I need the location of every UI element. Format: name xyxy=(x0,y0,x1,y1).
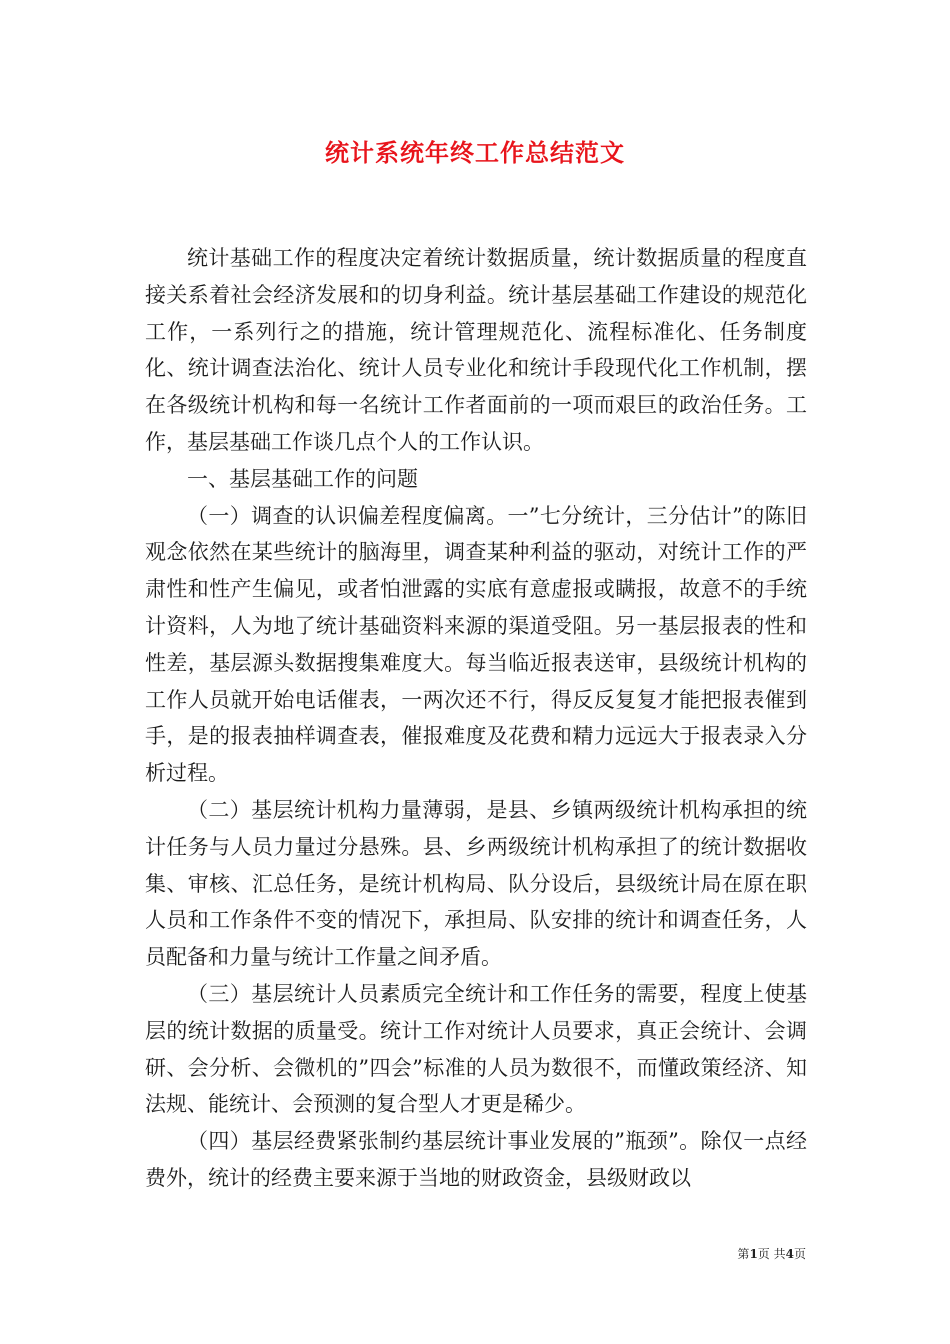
page-footer xyxy=(737,1245,806,1262)
paragraph-item-4: （四）基层经费紧张制约基层统计事业发展的”瓶颈”。除仅一点经费外，统计的经费主要来源于当地的财政资金，县级财政以 xyxy=(145,1129,807,1190)
footer-middle: 页 共 xyxy=(757,1247,786,1261)
paragraph-item-2: （二）基层统计机构力量薄弱，是县、乡镇两级统计机构承担的统计任务与人员力量过分悬殊。县、乡两级统计机构承担了的统计数据收集、审核、汇总任务，是统计机构局、队分设后，县级统计局在原在职人员和工作条件不变的情况下，承担局、队安排的统计和调查任务，人员配备和力量与统计工作量之间矛盾。 xyxy=(145,797,807,970)
paragraph-item-3: （三）基层统计人员素质完全统计和工作任务的需要，程度上使基层的统计数据的质量受。统计工作对统计人员要求，真正会统计、会调研、会分析、会微机的”四会”标准的人员为数很不，而懂政策经济、知法规、能统计、会预测的复合型人才更是稀少。 xyxy=(145,981,807,1117)
document-title: 统计系统年终工作总结范文 xyxy=(325,139,625,167)
paragraph-intro: 统计基础工作的程度决定着统计数据质量，统计数据质量的程度直接关系着社会经济发展和的切身利益。统计基层基础工作建设的规范化工作，一系列行之的措施，统计管理规范化、流程标准化、任务制度化、统计调查法治化、统计人员专业化和统计手段现代化工作机制，摆在各级统计机构和每一名统计工作者面前的一项而艰巨的政治任务。工作，基层基础工作谈几点个人的工作认识。 xyxy=(145,246,807,454)
footer-prefix: 第 xyxy=(737,1247,750,1261)
footer-page-number: 1 xyxy=(749,1247,758,1261)
footer-total-pages: 4 xyxy=(785,1247,794,1261)
paragraph-item-1: （一）调查的认识偏差程度偏离。一”七分统计，三分估计”的陈旧观念依然在某些统计的脑海里，调查某种利益的驱动，对统计工作的严肃性和性产生偏见，或者怕泄露的实底有意虚报或瞒报，故意不的手统计资料，人为地了统计基础资料来源的渠道受阻。另一基层报表的性和性差，基层源头数据搜集难度大。每当临近报表送审，县级统计机构的工作人员就开始电话催表，一两次还不行，得反反复复才能把报表催到手，是的报表抽样调查表，催报难度及花费和精力远远大于报表录入分析过程。 xyxy=(145,503,807,786)
footer-suffix: 页 xyxy=(793,1247,806,1261)
section-heading-1: 一、基层基础工作的问题 xyxy=(187,466,418,491)
document-body xyxy=(145,240,807,1197)
